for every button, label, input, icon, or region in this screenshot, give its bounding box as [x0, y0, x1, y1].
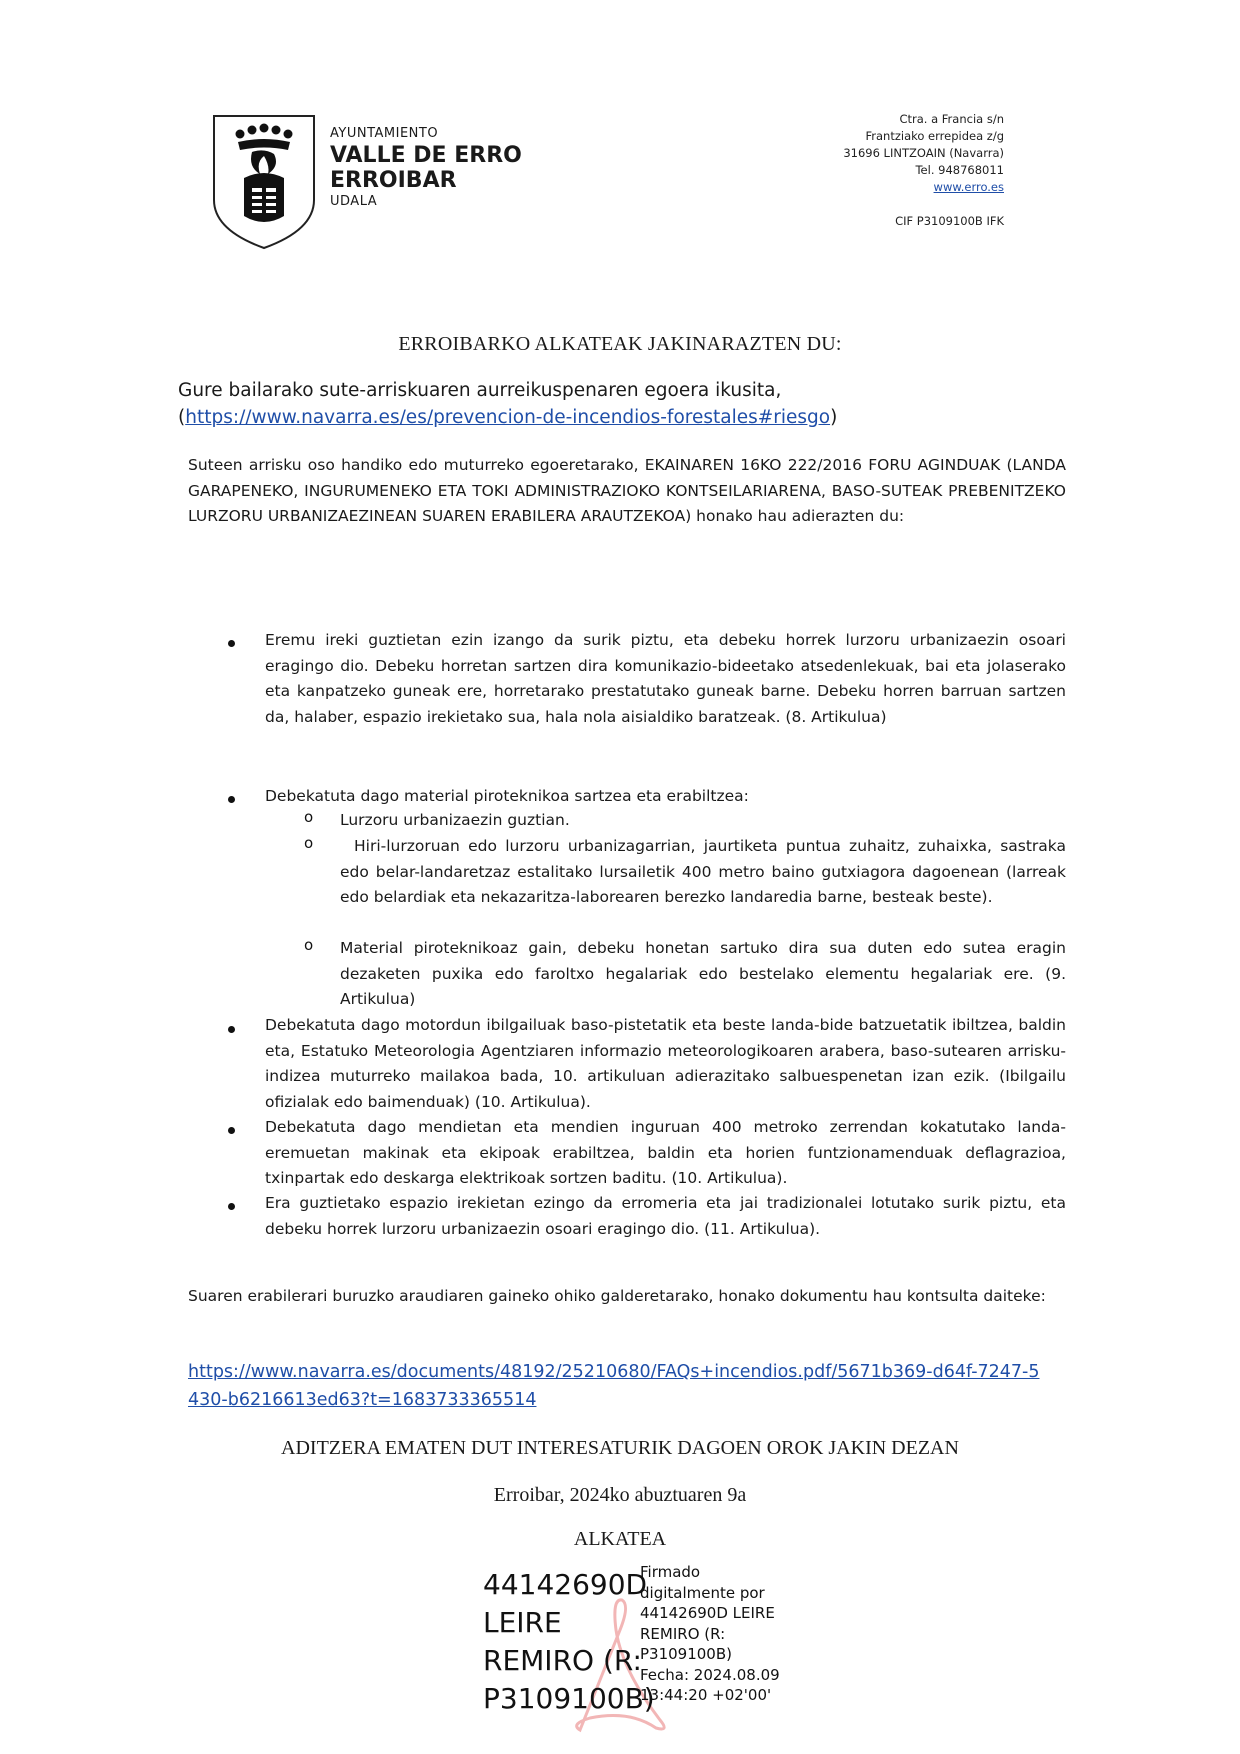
signature-name-line: 44142690D [483, 1568, 648, 1601]
bullet-item-motor-vehicles: Debekatuta dago motordun ibilgailuak baso-pistetatik eta beste landa-bide batzuetatik ibiltzea, baldin eta, Estatuko Meteorologia Agentziaren informazio meteorologikoaren arabera, baso-sutearen arrisku-indizea muturreko mailakoa bada, 10. artikuluan adierazitako salbuespenetan izan ezik. (Ibilgailu ofizialak edo baimenduak) (10. Artikulua). [265, 1016, 1066, 1111]
address-cif: CIF P3109100B IFK [895, 214, 1004, 228]
address-phone: Tel. 948768011 [915, 163, 1004, 177]
address-line-2: Frantziako errepidea z/g [865, 129, 1004, 143]
bullet-marker [228, 1026, 235, 1033]
sub-bullet-marker: o [304, 936, 314, 954]
signature-detail-line: Fecha: 2024.08.09 [640, 1665, 780, 1684]
org-name-ayuntamiento: AYUNTAMIENTO [330, 126, 439, 141]
sub-item-non-developable-land: Lurzoru urbanizaezin guztian. [340, 811, 570, 829]
signature-detail-line: 44142690D LEIRE [640, 1604, 775, 1622]
bullet-marker [228, 1127, 235, 1134]
lead-paragraph: Suteen arrisku oso handiko edo muturreko egoeretarako, EKAINAREN 16KO 222/2016 FORU AGINDUAK (LANDA GARAPENEKO, INGURUMENEKO ETA TOKI ADMINISTRAZIOKO KONTSEILARIARENA, BASO-SUTEAK PREBENITZEKO LURZORU URBANIZAEZINEAN SUAREN ERABILERA ARAUTZEKOA) honako hau adierazten du: [188, 456, 1066, 525]
open-paren: ( [178, 407, 186, 428]
signature-detail-line: 13:44:20 +02'00' [640, 1686, 772, 1704]
bullet-item-machinery: Debekatuta dago mendietan eta mendien inguruan 400 metroko zerrendan kokatutako landa-eremuetan makinak eta ekipoak erabiltzea, baldin eta horien funtzionamenduak deflagrazioa, txinpartak edo deskarga elektrikoak sortzen baditu. (10. Artikulua). [265, 1118, 1066, 1187]
close-paren: ) [830, 407, 838, 428]
bullet-item-pyrotechnics: Debekatuta dago material piroteknikoa sartzea eta erabiltzea: [265, 787, 749, 805]
bullet-marker [228, 640, 235, 647]
signature-detail-line: digitalmente por [640, 1583, 765, 1602]
signature-name-line: P3109100B) [483, 1682, 655, 1715]
sub-bullet-marker: o [304, 808, 314, 826]
mayor-title: ALKATEA [573, 1528, 667, 1550]
org-name-valle-de-erro: VALLE DE ERRO [330, 143, 522, 168]
document-title: ERROIBARKO ALKATEAK JAKINARAZTEN DU: [398, 333, 842, 355]
bullet-item-festivities: Era guztietako espazio irekietan ezingo da erromeria eta jai tradizionalei lotutako surik piztu, eta debeku horrek lurzoru urbanizaezin osoari eragingo dio. (11. Artikulua). [265, 1194, 1066, 1238]
address-line-3: 31696 LINTZOAIN (Navarra) [843, 146, 1004, 160]
signature-signer-name [483, 1566, 655, 1718]
org-name-erroibar: ERROIBAR [330, 168, 457, 193]
bullet-item-fire-ban: Eremu ireki guztietan ezin izango da surik piztu, eta debeku horrek lurzoru urbanizaezin osoari eragingo dio. Debeku horretan sartzen dira komunikazio-bideetako atsedenlekuak, bai eta jolaserako eta kanpatzeko guneak ere, horretarako prestatutako guneak barne. Debeku horren barruan sartzen da, halaber, espazio irekietako sua, hala nola aisialdiko baratzeak. (8. Artikulua) [265, 631, 1066, 726]
signature-name-line: LEIRE [483, 1606, 562, 1639]
intro-link-line [178, 407, 837, 428]
bullet-marker [228, 796, 235, 803]
signature-details [640, 1562, 780, 1706]
bullet-marker [228, 1203, 235, 1210]
signature-detail-line: P3109100B) [640, 1645, 732, 1663]
faq-paragraph: Suaren erabilerari buruzko araudiaren gaineko ohiko galderetarako, honako dokumentu hau kontsulta daiteke: [188, 1287, 1046, 1305]
place-and-date: Erroibar, 2024ko abuztuaren 9a [493, 1484, 747, 1506]
signature-name-line: REMIRO (R: [483, 1644, 642, 1677]
address-website-link[interactable]: www.erro.es [933, 180, 1004, 194]
sub-item-urban-land: Hiri-lurzoruan edo lurzoru urbanizagarrian, jaurtiketa puntua zuhaitz, zuhaixka, sastraka edo belar-landaretzaz estalitako lursailetik 400 metro baino gutxiagora dagoenean (larreak edo belardiak eta nekazaritza-laborearen berezko landaredia barne, besteak beste). [340, 837, 1066, 906]
org-name-udala: UDALA [330, 194, 378, 209]
signature-detail-line: REMIRO (R: [640, 1624, 726, 1643]
municipal-shield-logo-icon [210, 112, 318, 252]
risk-link[interactable]: https://www.navarra.es/es/prevencion-de-incendios-forestales#riesgo [185, 407, 831, 428]
sub-item-flying-lanterns: Material piroteknikoaz gain, debeku honetan sartuko dira sua duten edo sutea eragin dezaketen puxika edo faroltxo hegalariak edo bestelako elementu hegalariak ere. (9. Artikulua) [340, 939, 1066, 1008]
intro-line: Gure bailarako sute-arriskuaren aurreikuspenaren egoera ikusita, [178, 380, 782, 401]
closing-statement: ADITZERA EMATEN DUT INTERESATURIK DAGOEN OROK JAKIN DEZAN [281, 1437, 959, 1459]
address-line-1: Ctra. a Francia s/n [899, 112, 1004, 126]
sub-bullet-marker: o [304, 834, 314, 852]
faq-document-link[interactable]: https://www.navarra.es/documents/48192/25210680/FAQs+incendios.pdf/5671b369-d64f-7247-5430-b6216613ed63?t=1683733365514 [188, 1362, 1040, 1410]
signature-detail-line: Firmado [640, 1563, 701, 1581]
